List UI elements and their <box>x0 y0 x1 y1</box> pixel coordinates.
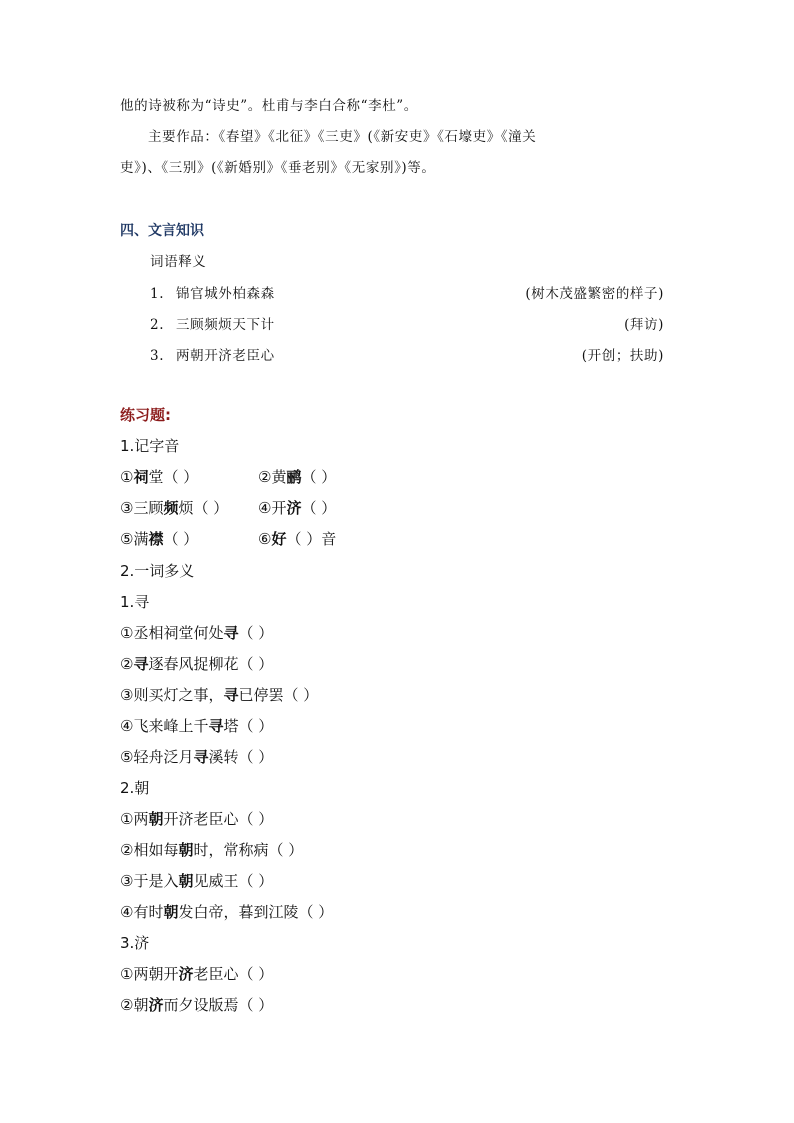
polysemy-item: ③于是入朝见威王（ ） <box>120 872 274 890</box>
vocab-text: 锦官城外柏森森 <box>176 286 275 302</box>
polysemy-item: ④飞来峰上千寻塔（ ） <box>120 717 274 735</box>
pronunciation-item: ④开济（ ） <box>258 499 337 517</box>
pronunciation-item: ⑥好（ ）音 <box>258 530 337 548</box>
question-2-title: 2.一词多义 <box>120 562 195 580</box>
vocab-text: 两朝开济老臣心 <box>176 348 275 364</box>
vocab-gloss: (树木茂盛繁密的样子) <box>525 286 664 302</box>
polysemy-item: ④有时朝发白帝，暮到江陵（ ） <box>120 903 334 921</box>
vocab-number: 3. <box>150 348 165 364</box>
intro-line-3: 吏》)、《三别》(《新婚别》《垂老别》《无家别》)等。 <box>120 160 436 176</box>
pronunciation-item: ③三顾频烦（ ） <box>120 499 229 517</box>
pronunciation-item: ②黄鹂（ ） <box>258 468 337 486</box>
practice-title: 练习题: <box>120 406 171 424</box>
polysemy-item: ②寻逐春风捉柳花（ ） <box>120 655 274 673</box>
polysemy-group-title: 3.济 <box>120 934 150 952</box>
pronunciation-item: ①祠堂（ ） <box>120 468 199 486</box>
section-heading: 四、文言知识 <box>120 223 204 239</box>
vocab-text: 三顾频烦天下计 <box>176 317 275 333</box>
polysemy-group-title: 2.朝 <box>120 779 150 797</box>
polysemy-item: ②朝济而夕设版焉（ ） <box>120 996 274 1014</box>
intro-line-2: 主要作品：《春望》《北征》《三吏》(《新安吏》《石壕吏》《潼关 <box>148 129 537 145</box>
pronunciation-item: ⑤满襟（ ） <box>120 530 199 548</box>
polysemy-group-title: 1.寻 <box>120 593 150 611</box>
polysemy-item: ③则买灯之事，寻已停罢（ ） <box>120 686 319 704</box>
intro-line-1: 他的诗被称为“诗史”。杜甫与李白合称“李杜”。 <box>120 98 418 114</box>
polysemy-item: ①丞相祠堂何处寻（ ） <box>120 624 274 642</box>
polysemy-item: ①两朝开济老臣心（ ） <box>120 965 274 983</box>
vocab-number: 1. <box>150 286 165 302</box>
section-subheading: 词语释义 <box>150 254 207 270</box>
question-1-title: 1.记字音 <box>120 437 180 455</box>
vocab-gloss: (开创；扶助) <box>581 348 664 364</box>
polysemy-item: ①两朝开济老臣心（ ） <box>120 810 274 828</box>
vocab-number: 2. <box>150 317 165 333</box>
vocab-gloss: (拜访) <box>624 317 664 333</box>
polysemy-item: ⑤轻舟泛月寻溪转（ ） <box>120 748 274 766</box>
polysemy-item: ②相如每朝时，常称病（ ） <box>120 841 304 859</box>
